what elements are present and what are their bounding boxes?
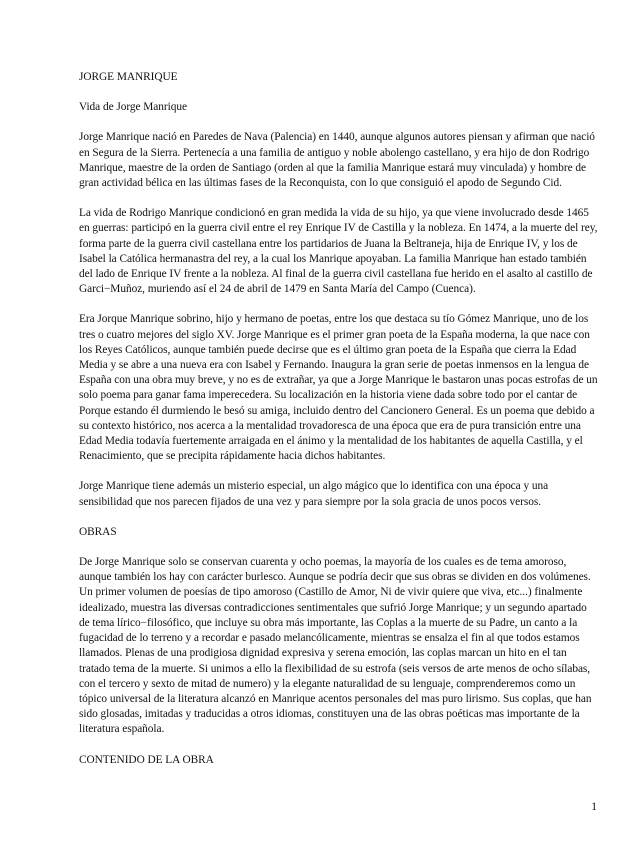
section-heading-contenido: CONTENIDO DE LA OBRA (79, 753, 214, 766)
section-heading-obras: OBRAS (79, 525, 117, 538)
paragraph-poets: Era Jorque Manrique sobrino, hijo y hermano de poetas, entre los que destaca su tío Gómez Manrique, uno de los tres o cuatro mejores del siglo XV. Jorge Manrique es el primer gran poeta de la España moderna, la que nace con los Reyes Católicos, aunque también puede decirse que es el último gran poeta de la España que cierra la Edad Media y se abre a una nueva era con Isabel y Fernando. Inaugura la gran serie de poetas inmensos en la lengua de España con una obra muy breve, y no es de extrañar, ya que a Jorge Manrique le bastaron unas pocas estrofas de un solo poema para ganar fama imperecedera. Su localización en la historia viene dada sobre todo por el cantar de Porque estando él durmiendo le besó su amiga, incluido dentro del Cancionero General. Es un poema que debido a su contexto histórico, nos acerca a la mentalidad trovadoresca de una época que era de pura transición entre una Edad Media todavía fuertemente arraigada en el ánimo y la mentalidad de los habitantes de aquella Castilla, y el Renacimiento, que se precipita rápidamente hacia dichos habitantes. (79, 313, 598, 463)
paragraph-rodrigo: La vida de Rodrigo Manrique condicionó en gran medida la vida de su hijo, ya que viene involucrado desde 1465 en guerras: participó en la guerra civil entre el rey Enrique IV de Castilla y la nobleza. En 1474, a la muerte del rey, forma parte de la guerra civil castellana entre los partidarios de Juana la Beltraneja, hija de Enrique IV, y los de Isabel la Católica hermanastra del rey, a la cual los Manrique apoyaban. La familia Manrique han estado también del lado de Enrique IV frente a la nobleza. Al final de la guerra civil castellana fue herido en el asalto al castillo de Garci−Muñoz, muriendo así el 24 de abril de 1479 en Santa María del Campo (Cuenca). (79, 207, 598, 296)
page-number: 1 (591, 801, 597, 813)
paragraph-obras: De Jorge Manrique solo se conservan cuarenta y ocho poemas, la mayoría de los cuales es de tema amoroso, aunque también los hay con carácter burlesco. Aunque se podría decir que sus obras se dividen en dos volúmenes. Un primer volumen de poesías de tipo amoroso (Castillo de Amor, Ni de vivir quiere que viva, etc...) finalmente idealizado, muestra las diversas contradicciones sentimentales que sufrió Jorge Manrique; y un segundo apartado de tema lírico−filosófico, que incluye su obra más importante, las Coplas a la muerte de su Padre, un canto a la fugacidad de lo terreno y a recordar e pasado melancólicamente, mientras se ensalza el fin al que todos estamos llamados. Plenas de una prodigiosa dignidad expresiva y serena emoción, las coplas marcan un hito en el tan tratado tema de la muerte. Si unimos a ello la flexibilidad de su estrofa (seis versos de arte menos de ocho sílabas, con el tercero y sexto de mitad de numero) y la elegante naturalidad de su lenguaje, comprenderemos como un tópico universal de la literatura alcanzó en Manrique acentos personales del mas puro lirismo. Sus coplas, que han sido glosadas, imitadas y traducidas a otros idiomas, constituyen una de las obras poéticas mas importante de la literatura española. (79, 556, 592, 736)
document-title: JORGE MANRIQUE (79, 71, 178, 83)
paragraph-birth: Jorge Manrique nació en Paredes de Nava (Palencia) en 1440, aunque algunos autores piensan y afirman que nació en Segura de la Sierra. Pertenecía a una familia de antiguo y noble abolengo castellano, y era hijo de don Rodrigo Manrique, maestre de la orden de Santiago (orden al que la familia Manrique estará muy vinculada) y hombre de gran actividad bélica en las últimas fases de la Reconquista, con lo que consiguió el apodo de Segundo Cid. (79, 131, 595, 190)
document-body (79, 70, 599, 783)
document-subtitle: Vida de Jorge Manrique (79, 101, 187, 114)
paragraph-mystery: Jorge Manrique tiene además un misterio especial, un algo mágico que lo identifica con una época y una sensibilidad que nos parecen fijados de una vez y para siempre por la sola gracia de unos pocos versos. (79, 480, 549, 508)
